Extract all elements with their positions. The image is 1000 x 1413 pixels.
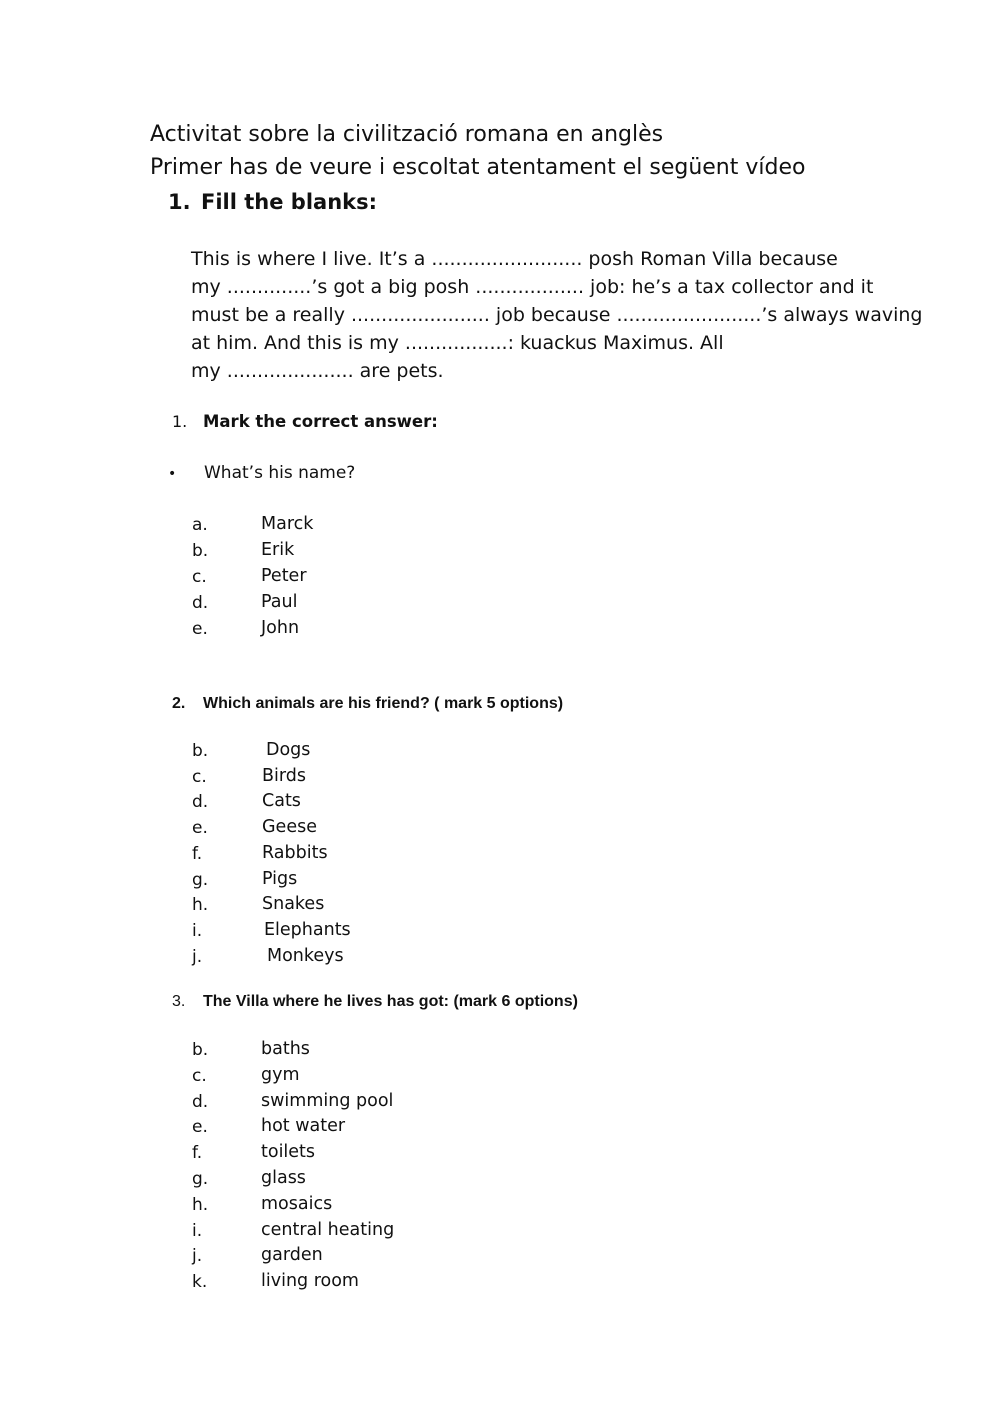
option-letter: e. (192, 619, 208, 639)
option-text: toilets (261, 1142, 316, 1162)
option-text: baths (261, 1039, 310, 1059)
option-text: glass (261, 1168, 306, 1188)
option-letter: c. (192, 767, 207, 787)
option-text: Paul (261, 592, 298, 612)
option-letter: b. (192, 1040, 209, 1060)
option-letter: e. (192, 1117, 208, 1137)
option-letter: b. (192, 741, 209, 761)
question-text: What’s his name? (204, 463, 356, 483)
option-letter: d. (192, 792, 209, 812)
option-letter: b. (192, 541, 209, 561)
mark-answer-number: 1. (172, 412, 188, 431)
paragraph-line: at him. And this is my .................: kuackus Maximus. All (191, 332, 724, 354)
option-text: Birds (262, 766, 306, 786)
option-text: John (261, 618, 300, 638)
option-letter: f. (192, 1143, 203, 1163)
option-text: hot water (261, 1116, 346, 1136)
option-text: Pigs (262, 869, 298, 889)
option-text: Peter (261, 566, 307, 586)
option-text: mosaics (261, 1194, 333, 1214)
option-letter: i. (192, 921, 203, 941)
option-letter: f. (192, 844, 203, 864)
option-letter: e. (192, 818, 208, 838)
fill-blanks-number: 1. (168, 190, 191, 214)
option-letter: g. (192, 1169, 209, 1189)
option-text: Erik (261, 540, 295, 560)
option-letter: h. (192, 1195, 209, 1215)
fill-blanks-heading: Fill the blanks: (201, 190, 378, 214)
title-line-1: Activitat sobre la civilització romana en anglès (150, 122, 664, 147)
option-letter: j. (192, 1246, 203, 1266)
option-letter: h. (192, 895, 209, 915)
paragraph-line: my ..............’s got a big posh .................. job: he’s a tax collector and it (191, 276, 874, 298)
option-letter: d. (192, 593, 209, 613)
option-text: gym (261, 1065, 300, 1085)
option-text: central heating (261, 1220, 395, 1240)
villa-heading: The Villa where he lives has got: (mark 6 options) (203, 993, 578, 1010)
option-letter: i. (192, 1221, 203, 1241)
animals-number: 2. (172, 695, 186, 712)
option-text: Marck (261, 514, 314, 534)
villa-number: 3. (172, 993, 186, 1010)
animals-heading: Which animals are his friend? ( mark 5 options) (203, 695, 564, 712)
option-text: Dogs (266, 740, 311, 760)
option-letter: c. (192, 1066, 207, 1086)
option-text: Geese (262, 817, 317, 837)
option-letter: d. (192, 1092, 209, 1112)
option-text: Snakes (262, 894, 325, 914)
title-line-2: Primer has de veure i escoltat atentament el següent vídeo (150, 155, 806, 180)
paragraph-line: my ..................... are pets. (191, 360, 444, 382)
paragraph-line: must be a really ....................... job because ........................’s always waving (191, 304, 923, 326)
bullet-icon: • (168, 466, 177, 482)
option-letter: a. (192, 515, 208, 535)
option-letter: j. (192, 947, 203, 967)
option-letter: k. (192, 1272, 208, 1292)
option-text: Elephants (264, 920, 351, 940)
option-text: Cats (262, 791, 301, 811)
option-letter: c. (192, 567, 207, 587)
option-text: living room (261, 1271, 359, 1291)
mark-answer-heading: Mark the correct answer: (203, 412, 438, 431)
fill-blanks-paragraph (191, 245, 922, 385)
option-text: Monkeys (267, 946, 344, 966)
paragraph-line: This is where I live. It’s a ......................... posh Roman Villa because (191, 248, 838, 270)
option-letter: g. (192, 870, 209, 890)
option-text: Rabbits (262, 843, 328, 863)
option-text: swimming pool (261, 1091, 394, 1111)
option-text: garden (261, 1245, 323, 1265)
